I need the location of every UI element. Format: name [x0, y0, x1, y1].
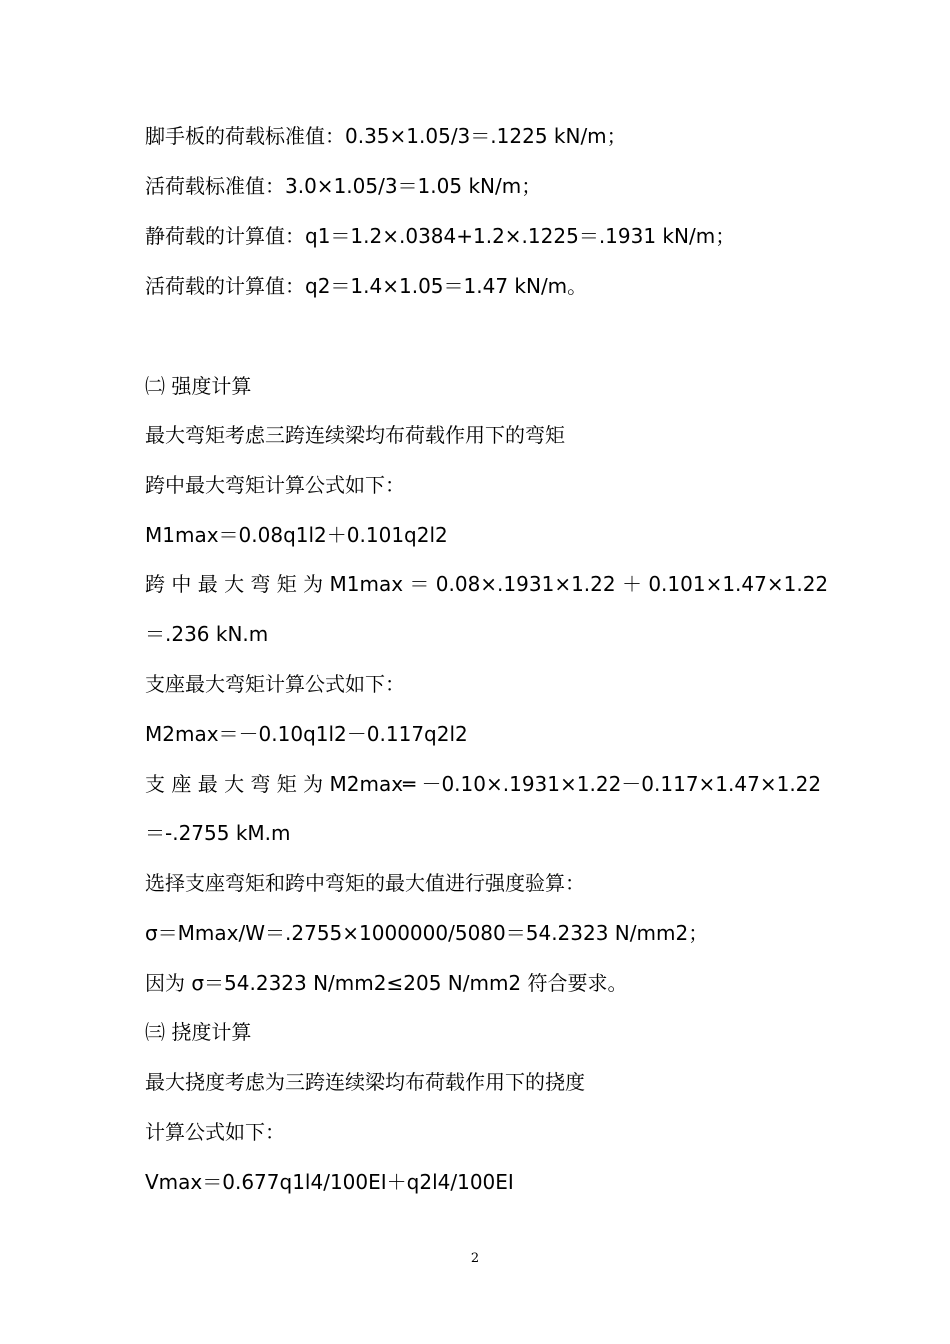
text-line-midspan-moment: 跨 中 最 大 弯 矩 为 M1max ＝ 0.08×.1931×1.22 ＋ 0.101×1.47×1.22 — [145, 572, 829, 596]
formula-sigma: σ＝Mmax/W＝.2755×1000000/5080＝54.2323 N/mm2； — [145, 921, 709, 945]
text-line-strength-conclusion: 因为 σ＝54.2323 N/mm2≤205 N/mm2 符合要求。 — [145, 971, 628, 995]
text-line-support-formula-intro: 支座最大弯矩计算公式如下： — [145, 672, 405, 696]
formula-vmax: Vmax＝0.677q1l4/100EI＋q2l4/100EI — [145, 1170, 514, 1194]
formula-m1max: M1max＝0.08q1l2＋0.101q2l2 — [145, 523, 448, 547]
formula-m2max: M2max＝－0.10q1l2－0.117q2l2 — [145, 722, 468, 746]
section-heading-deflection: ㈢ 挠度计算 — [145, 1020, 252, 1044]
text-line-strength-check-intro: 选择支座弯矩和跨中弯矩的最大值进行强度验算： — [145, 871, 585, 895]
text-line-midspan-formula-intro: 跨中最大弯矩计算公式如下： — [145, 473, 405, 497]
text-line-midspan-result: ＝.236 kN.m — [145, 622, 269, 646]
text-line-max-moment: 最大弯矩考虑三跨连续梁均布荷载作用下的弯矩 — [145, 423, 565, 447]
text-line-static-load-calc: 静荷载的计算值：q1＝1.2×.0384+1.2×.1225＝.1931 kN/m； — [145, 224, 736, 248]
text-line-deflection-formula-intro: 计算公式如下： — [145, 1120, 285, 1144]
text-line-support-result: ＝-.2755 kM.m — [145, 821, 291, 845]
text-line-support-moment: 支 座 最 大 弯 矩 为 M2max═ －0.10×.1931×1.22－0.117×1.47×1.22 — [145, 772, 822, 796]
text-line-live-load: 活荷载标准值：3.0×1.05/3＝1.05 kN/m； — [145, 174, 542, 198]
section-heading-strength: ㈡ 强度计算 — [145, 374, 252, 398]
text-line-scaffold-load: 脚手板的荷载标准值：0.35×1.05/3＝.1225 kN/m； — [145, 124, 627, 148]
text-line-max-deflection: 最大挠度考虑为三跨连续梁均布荷载作用下的挠度 — [145, 1070, 585, 1094]
text-line-live-load-calc: 活荷载的计算值：q2＝1.4×1.05＝1.47 kN/m。 — [145, 274, 588, 298]
page-number: 2 — [470, 1251, 480, 1266]
